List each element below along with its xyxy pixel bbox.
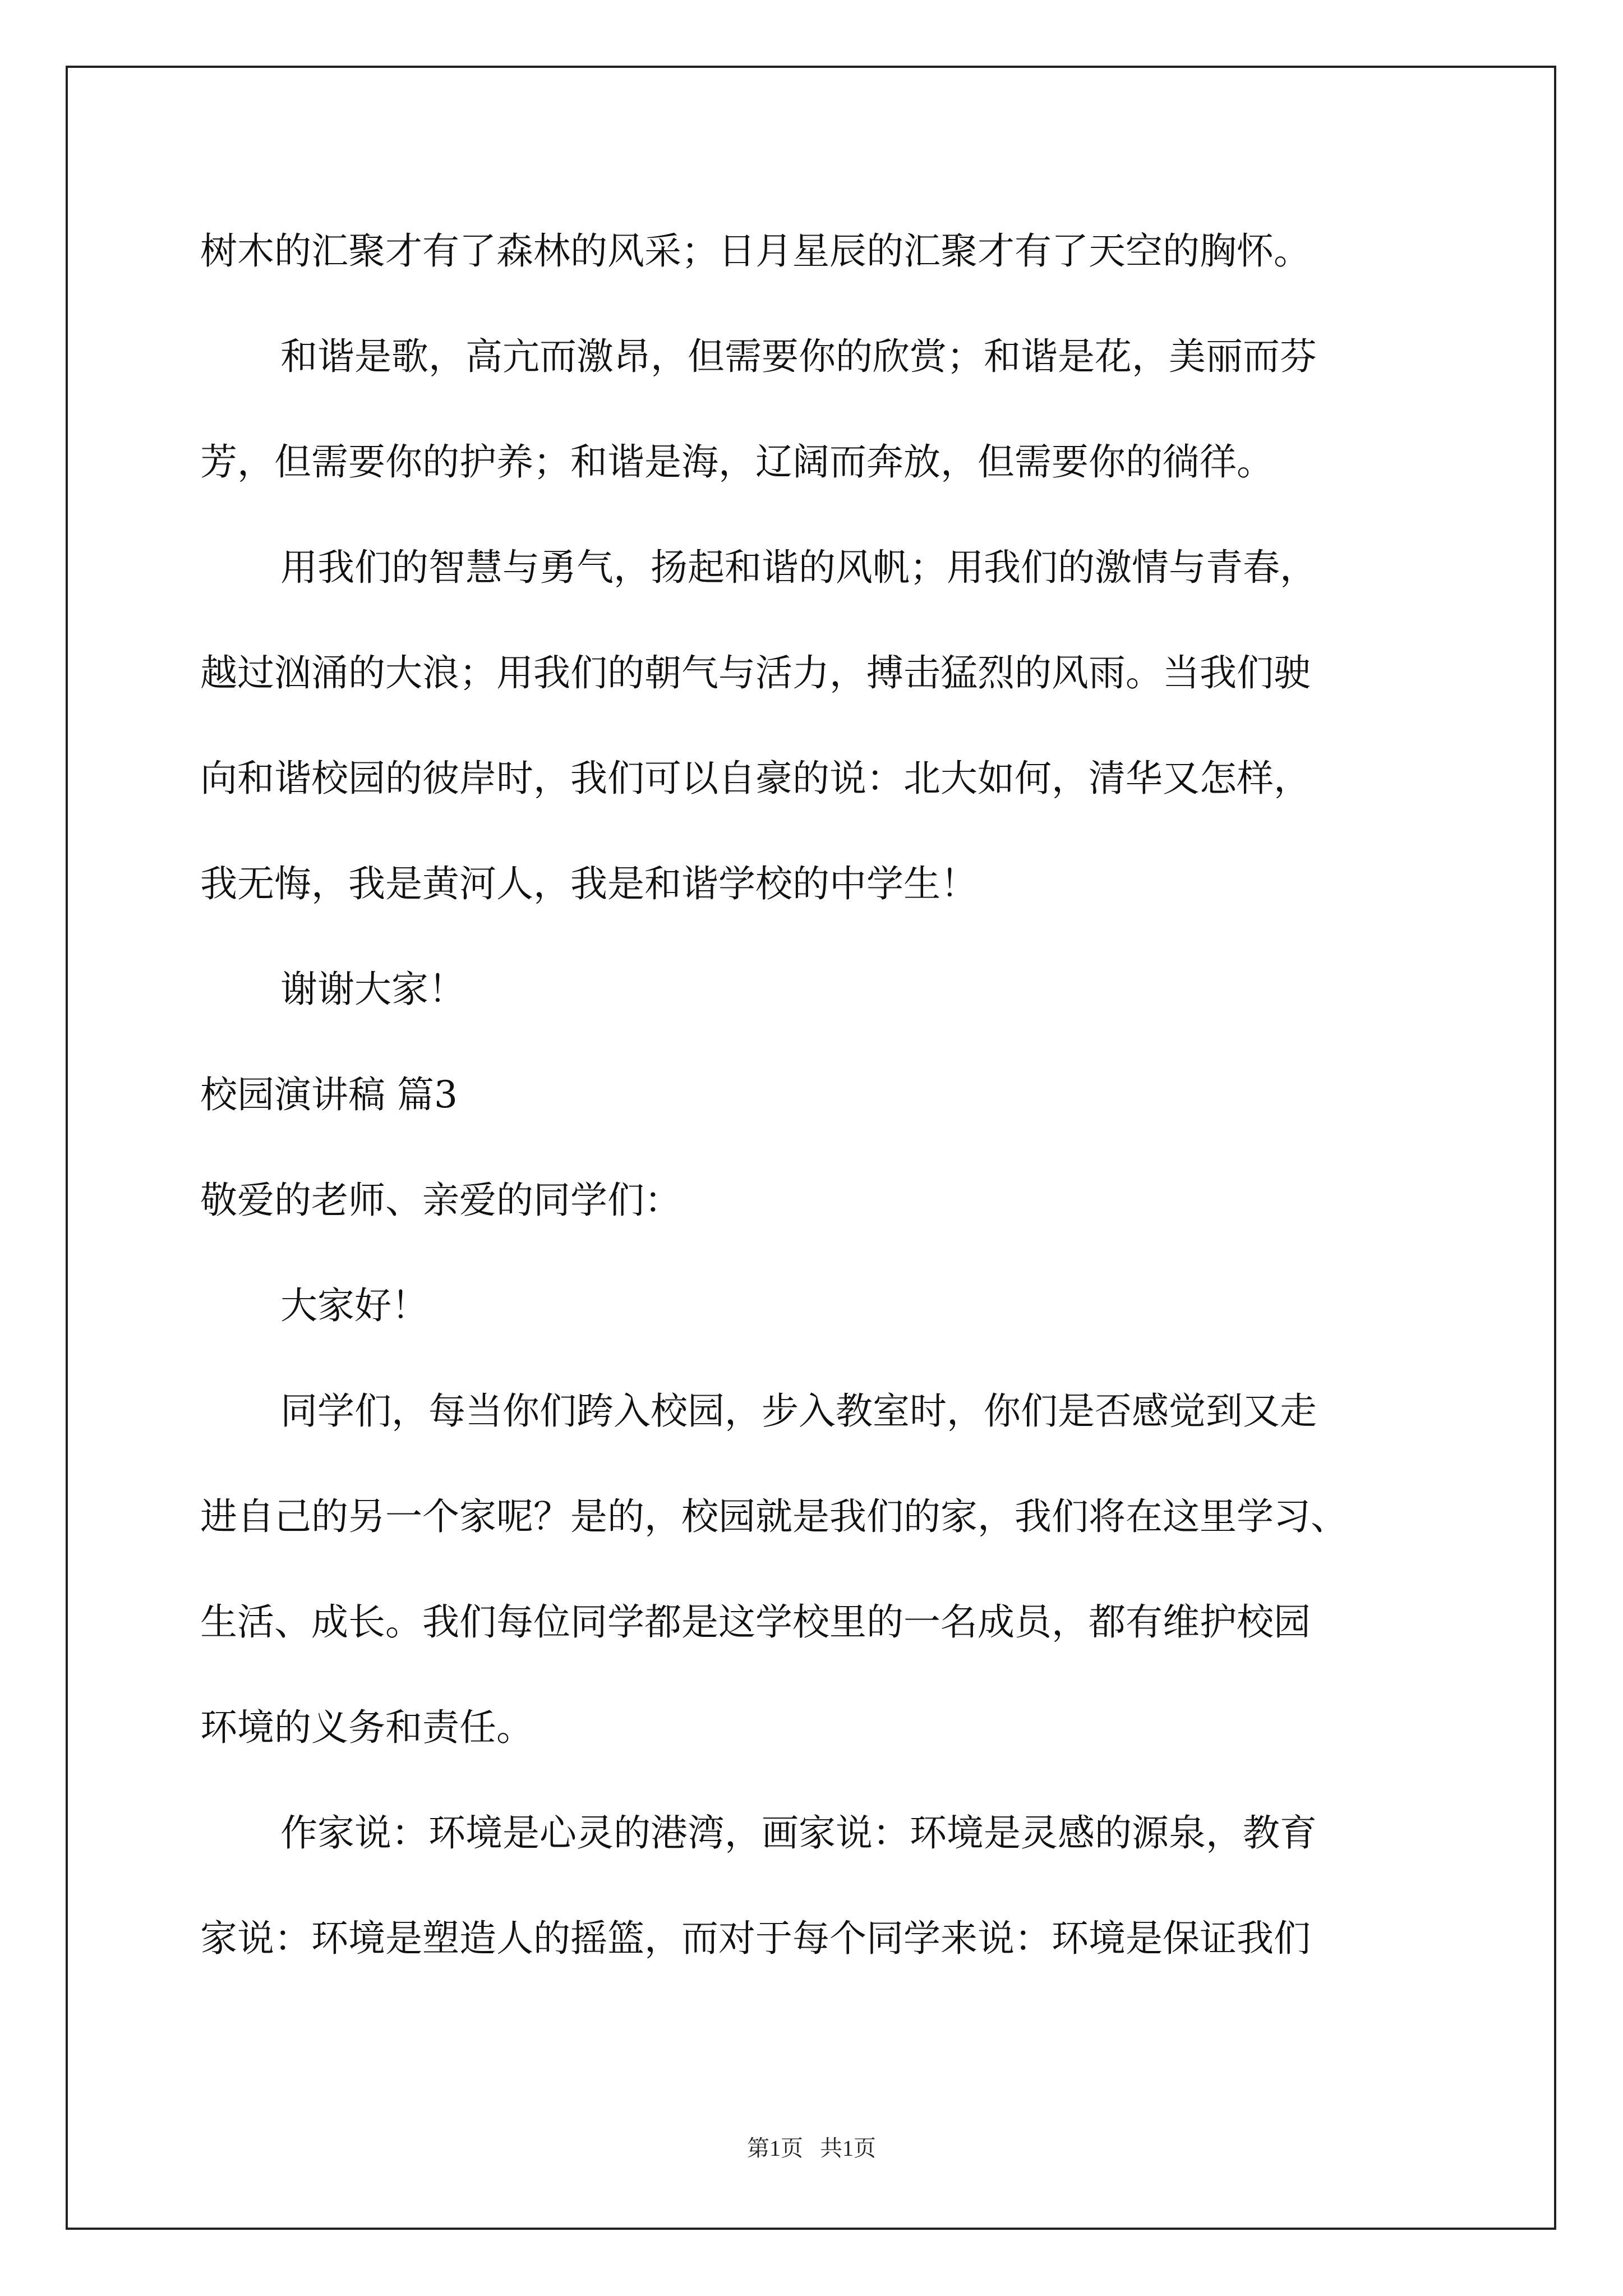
text-line-16: 作家说：环境是心灵的港湾，画家说：环境是灵感的源泉，教育 [280,1811,1317,1855]
page-border [66,66,1556,2230]
text-line-13: 进自己的另一个家呢？是的，校园就是我们的家，我们将在这里学习、 [200,1495,1348,1538]
text-line-12: 同学们，每当你们跨入校园，步入教室时，你们是否感觉到又走 [280,1389,1317,1433]
page-footer: 第1页 共1页 [747,2136,876,2161]
text-line-15: 环境的义务和责任。 [200,1706,533,1749]
text-line-8: 谢谢大家！ [280,968,465,1011]
text-line-7: 我无悔，我是黄河人，我是和谐学校的中学生！ [200,862,978,905]
text-line-5: 越过汹涌的大浪；用我们的朝气与活力，搏击猛烈的风雨。当我们驶 [200,651,1311,694]
greeting: 大家好！ [280,1284,428,1327]
text-line-6: 向和谐校园的彼岸时，我们可以自豪的说：北大如何，清华又怎样， [200,757,1311,800]
text-line-3: 芳，但需要你的护养；和谐是海，辽阔而奔放，但需要你的徜徉。 [200,440,1274,484]
text-line-2: 和谐是歌，高亢而激昂，但需要你的欣赏；和谐是花，美丽而芬 [280,335,1317,378]
text-line-4: 用我们的智慧与勇气，扬起和谐的风帆；用我们的激情与青春， [280,546,1317,589]
salutation: 敬爱的老师、亲爱的同学们： [200,1179,681,1222]
text-line-17: 家说：环境是塑造人的摇篮，而对于每个同学来说：环境是保证我们 [200,1917,1311,1960]
text-line-14: 生活、成长。我们每位同学都是这学校里的一名成员，都有维护校园 [200,1600,1311,1644]
text-line-1: 树木的汇聚才有了森林的风采；日月星辰的汇聚才有了天空的胸怀。 [200,229,1311,273]
section-heading: 校园演讲稿 篇3 [200,1073,458,1116]
